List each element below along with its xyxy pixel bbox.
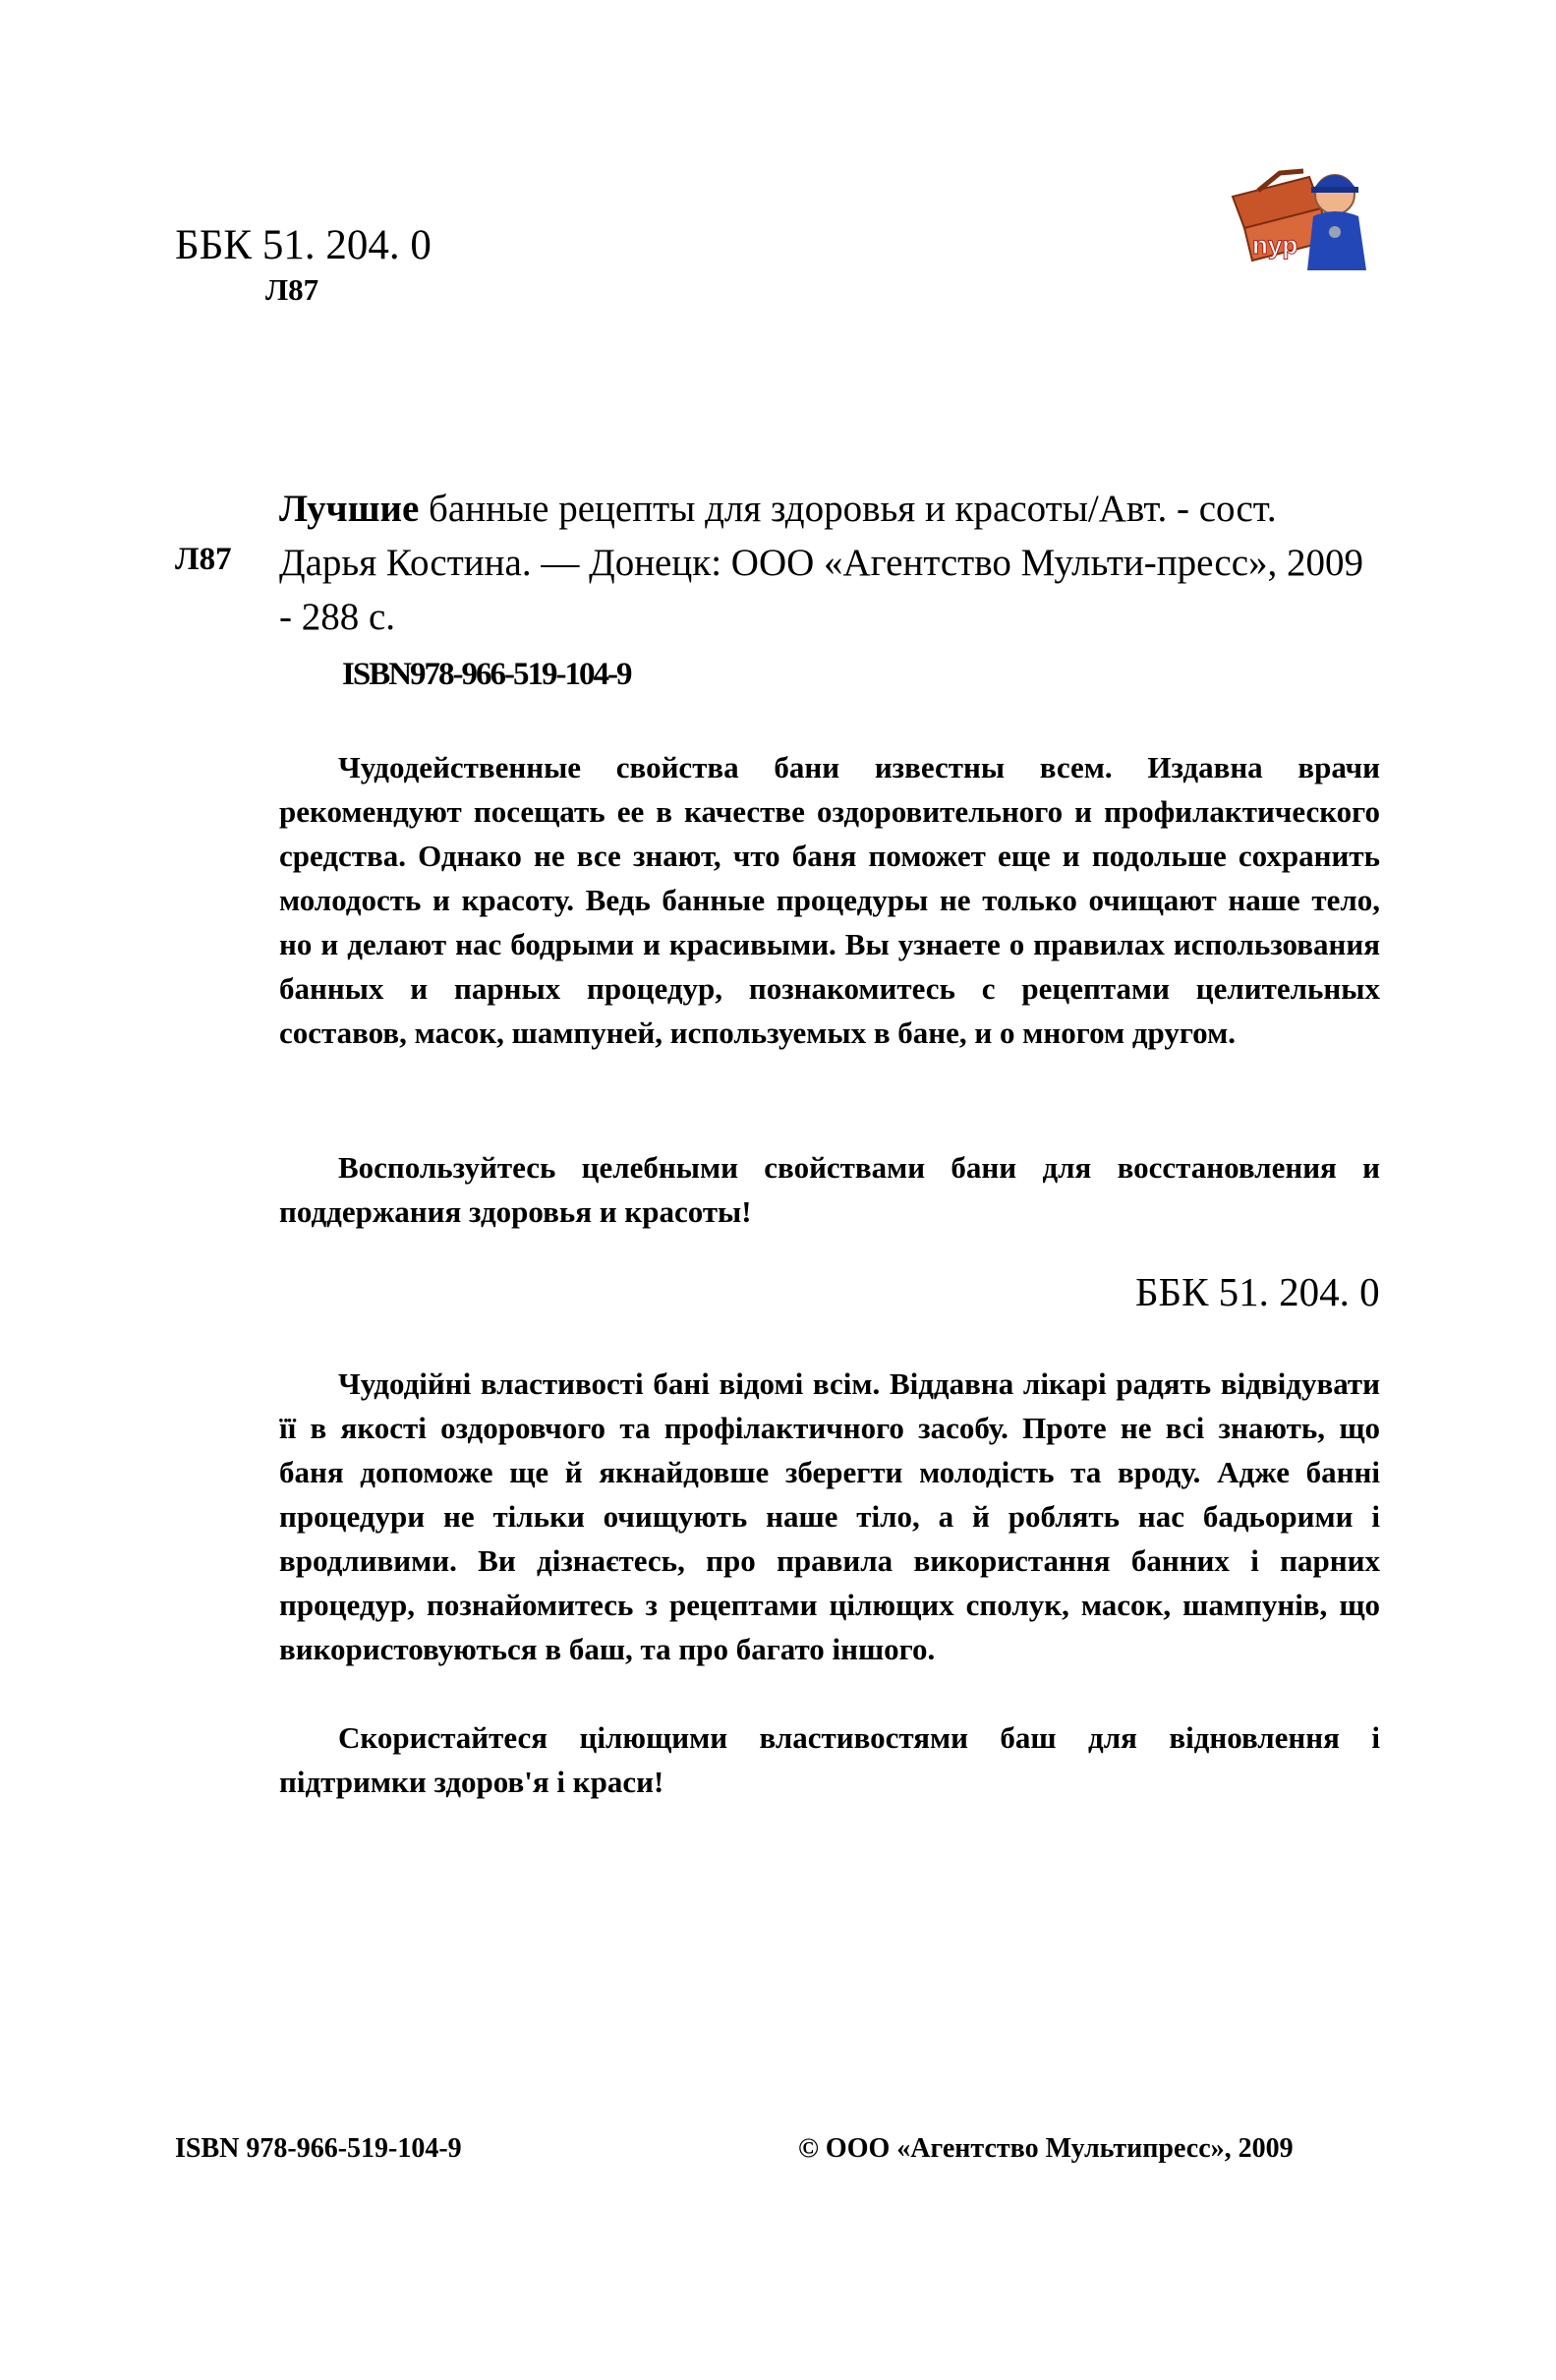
bbk-code-middle: ББК 51. 204. 0 — [1135, 1269, 1380, 1314]
author-mark: Л87 — [265, 272, 319, 307]
logo-text: nyp — [1252, 230, 1298, 260]
annotation-uk-paragraph-1: Чудодійні властивості бані відомі всім. Віддавна лікарі радять відвідувати її в якості оздоровчого та профілактичного засобу. Проте не всі знають, що баня допоможе ще й якнайдовше зберегти молодість та вроду. Адже банні процедури не тільки очищують наше тіло, а й роблять нас бадьорими і вродливими. Ви дізнаєтесь, про правила використання банних і парних процедур, познайомитесь з рецептами цілющих сполук, масок, шампунів, що використовуються в баш, та про багато іншого. — [279, 1366, 1380, 1666]
annotation-uk-paragraph-2: Скористайтеся цілющими властивостями баш для відновлення і підтримки здоров'я і краси! — [279, 1720, 1380, 1799]
publisher-logo — [1219, 147, 1376, 275]
book-title: Лучшие — [279, 488, 420, 530]
annotation-ru-paragraph-1: Чудодейственные свойства бани известны всем. Издавна врачи рекомендуют посещать ее в качестве оздоровительного и профилактического средства. Однако не все знают, что баня поможет еще и подольше сохранить молодость и красоту. Ведь банные процедуры не только очищают наше тело, но и делают нас бодрыми и красивыми. Вы узнаете о правилах использования банных и парных процедур, познакомитесь с рецептами целительных составов, масок, шампуней, используемых в бане, и о многом другом. — [279, 750, 1380, 1050]
author-mark-side: Л87 — [175, 542, 232, 577]
bibliographic-record — [279, 482, 1380, 644]
footer-isbn: ISBN 978-966-519-104-9 — [175, 2133, 462, 2164]
toolbox-worker-icon — [1219, 147, 1376, 275]
bibliographic-description: банные рецепты для здоровья и красоты/Авт. - сост. Дарья Костина. — Донецк: ООО «Агентство Мульти-пресс», 2009 - 288 с. — [279, 488, 1364, 638]
footer-copyright: © ООО «Агентство Мультипресс», 2009 — [798, 2133, 1294, 2164]
annotation-ru-paragraph-2: Воспользуйтесь целебными свойствами бани для восстановления и поддержания здоровья и красоты! — [279, 1150, 1380, 1229]
isbn: ISBN978-966-519-104-9 — [342, 657, 631, 692]
bbk-code: ББК 51. 204. 0 — [175, 222, 432, 268]
